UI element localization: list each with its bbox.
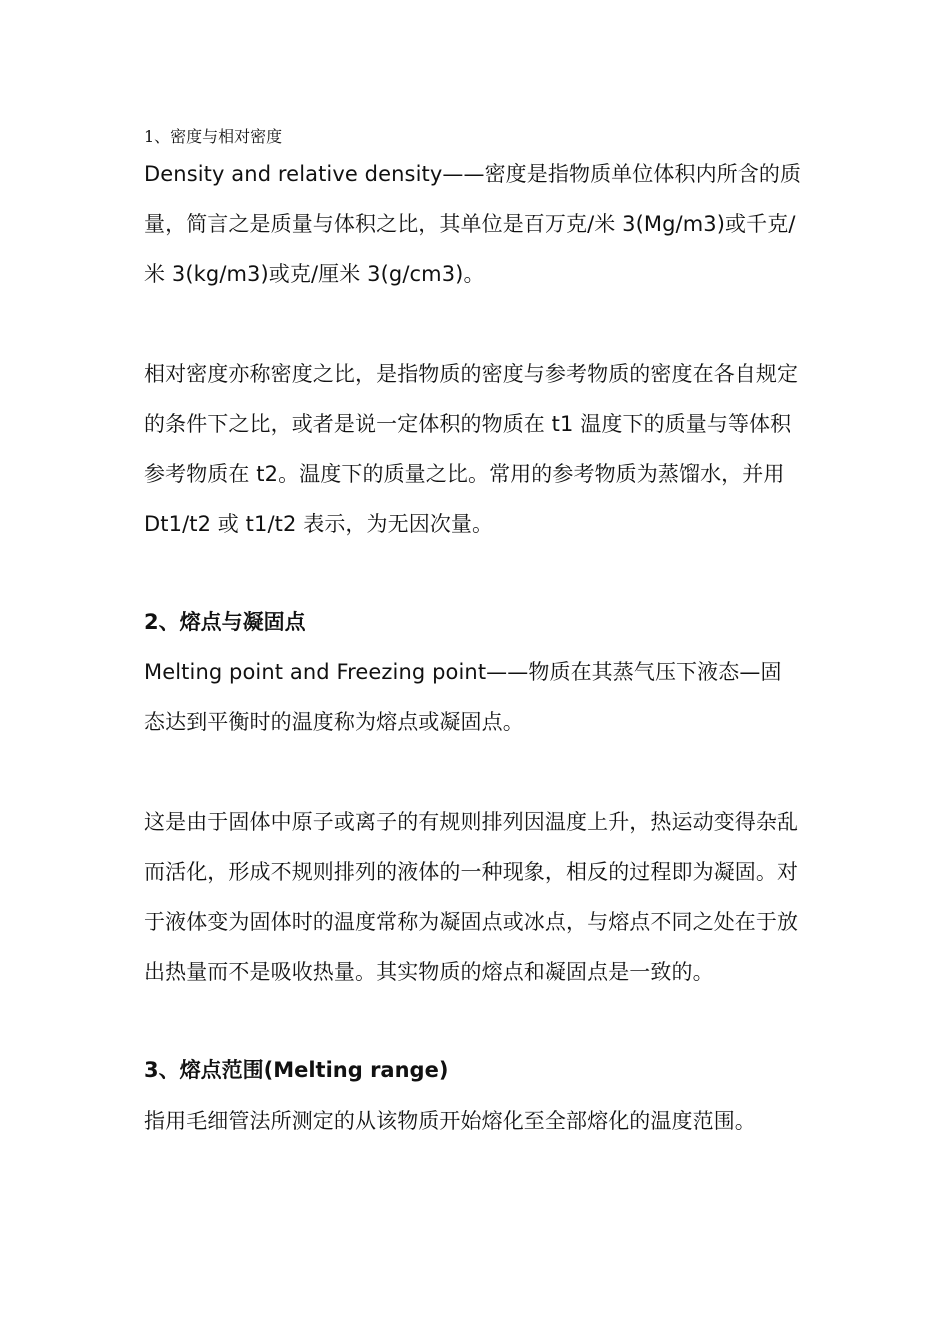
section-2-heading: 2、熔点与凝固点 <box>144 610 306 634</box>
section-2-paragraph-1 <box>144 647 809 747</box>
section-3-paragraph-1 <box>144 1096 809 1146</box>
paragraph-line: 米 3(kg/m3)或克/厘米 3(g/cm3)。 <box>144 262 485 286</box>
paragraph-line: Density and relative density——密度是指物质单位体积内所含的质 <box>144 162 802 186</box>
paragraph-line: Dt1/t2 或 t1/t2 表示，为无因次量。 <box>144 512 494 536</box>
paragraph-line: 相对密度亦称密度之比，是指物质的密度与参考物质的密度在各自规定 <box>144 362 799 386</box>
paragraph-line: 量，简言之是质量与体积之比，其单位是百万克/米 3(Mg/m3)或千克/ <box>144 212 796 236</box>
paragraph-line: 这是由于固体中原子或离子的有规则排列因温度上升，热运动变得杂乱 <box>144 810 799 834</box>
section-3-heading: 3、熔点范围(Melting range) <box>144 1058 449 1082</box>
section-1-heading: 1、密度与相对密度 <box>144 127 283 146</box>
section-2-paragraph-2 <box>144 797 809 997</box>
paragraph-line: 出热量而不是吸收热量。其实物质的熔点和凝固点是一致的。 <box>144 960 714 984</box>
paragraph-line: 而活化，形成不规则排列的液体的一种现象，相反的过程即为凝固。对 <box>144 860 799 884</box>
paragraph-line: 指用毛细管法所测定的从该物质开始熔化至全部熔化的温度范围。 <box>144 1109 756 1133</box>
paragraph-line: Melting point and Freezing point——物质在其蒸气压下液态—固 <box>144 660 782 684</box>
paragraph-line: 的条件下之比，或者是说一定体积的物质在 t1 温度下的质量与等体积 <box>144 412 792 436</box>
paragraph-line: 于液体变为固体时的温度常称为凝固点或冰点，与熔点不同之处在于放 <box>144 910 799 934</box>
paragraph-line: 参考物质在 t2。温度下的质量之比。常用的参考物质为蒸馏水，并用 <box>144 462 785 486</box>
paragraph-line: 态达到平衡时的温度称为熔点或凝固点。 <box>144 710 524 734</box>
section-1-paragraph-2 <box>144 349 809 549</box>
section-1-paragraph-1 <box>144 149 809 299</box>
